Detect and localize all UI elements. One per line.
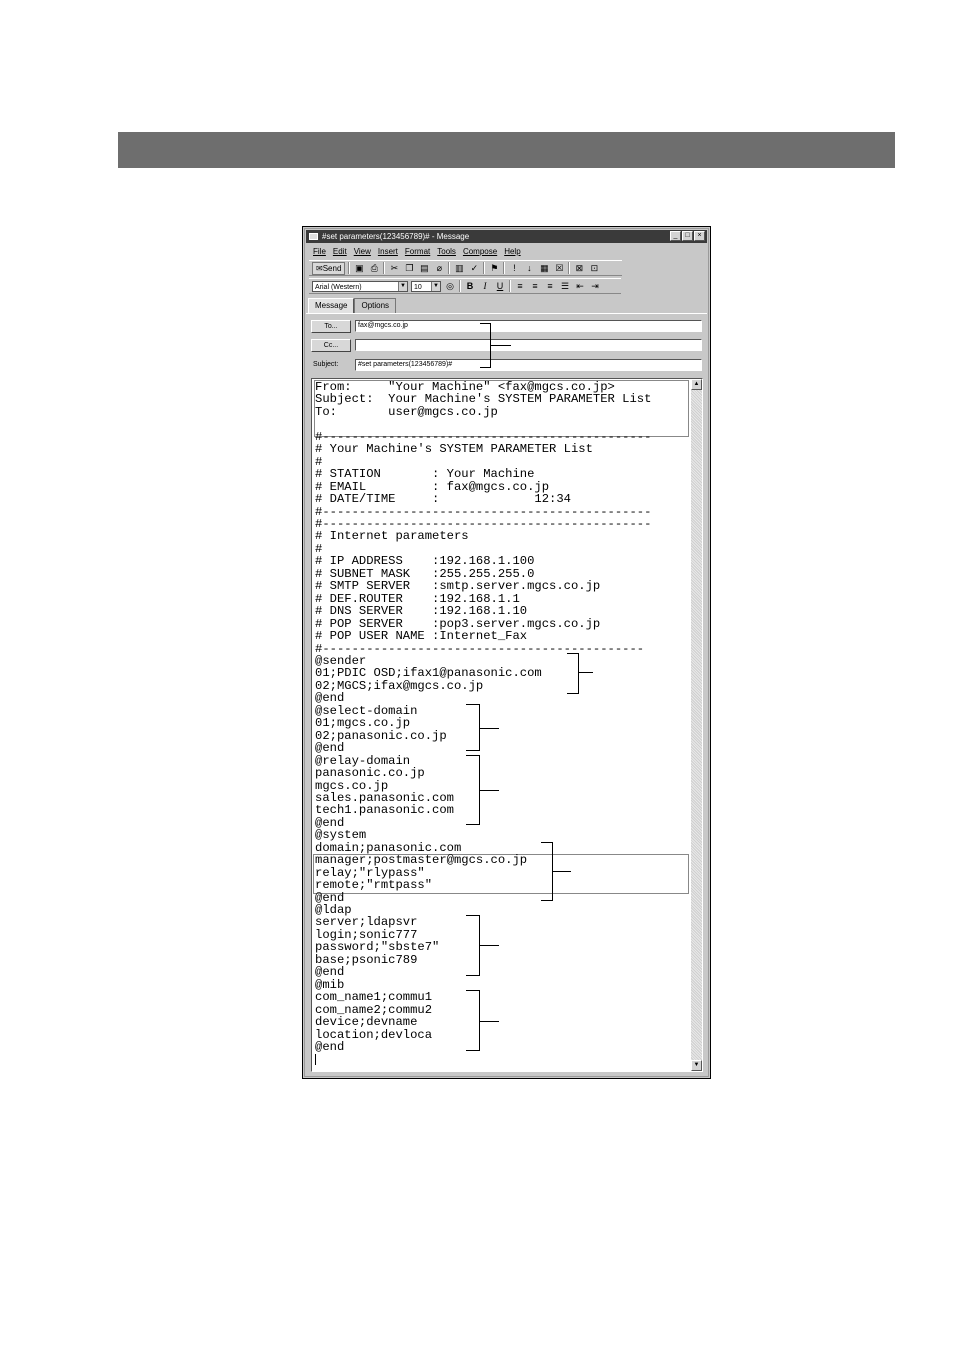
header-fields-bracket (480, 323, 491, 368)
flag-icon[interactable]: ⚑ (490, 262, 499, 273)
message-window (302, 226, 711, 1079)
address-book-icon[interactable]: ▥ (455, 262, 464, 273)
system-bracket (541, 842, 553, 901)
menu-tools[interactable]: Tools (437, 247, 456, 256)
to-field[interactable]: fax@mgcs.co.jp (355, 320, 702, 332)
tab-options[interactable]: Options (354, 298, 396, 313)
envelope-icon (309, 233, 318, 240)
message-body-text: From: "Your Machine" <fax@mgcs.co.jp> Subject: Your Machine's SYSTEM PARAMETER List To: user@mgcs.co.jp #--------------------------------------------- # Your Machine's SYSTEM PARAMETER List # # STATION : Your Machine # EMAIL : fax@mgcs.co.jp # DATE/TIME : 12:34 #--------------------------------------------- #--------------------------------------------- # Internet parameters # # IP ADDRESS :192.168.1.100 # SUBNET MASK :255.255.255.0 # SMTP SERVER :smtp.server.mgcs.co.jp # DEF.ROUTER :192.168.1.1 # DNS SERVER :192.168.1.10 # POP SERVER :pop3.server.mgcs.co.jp # POP USER NAME :Internet_Fax #-------------------------------------------- @sender 01;PDIC OSD;ifax1@panasonic.com 02;MGCS;ifax@mgcs.co.jp @end @select-domain 01;mgcs.co.jp 02;panasonic.co.jp @end @relay-domain panasonic.co.jp mgcs.co.jp sales.panasonic.com tech1.panasonic.com @end @system domain;panasonic.com manager;postmaster@mgcs.co.jp relay;"rlypass" remote;"rmtpass" @end @ldap server;ldapsvr login;sonic777 password;"sbste7" base;psonic789 @end @mib com_name1;commu1 com_name2;commu2 device;devname location;devloca @end (315, 380, 652, 1055)
select-domain-bracket (466, 704, 480, 751)
toolbar-separator (448, 262, 450, 274)
menu-bar (313, 245, 521, 258)
digital-sign-icon[interactable]: ⊡ (590, 262, 599, 273)
send-label: Send (322, 263, 342, 273)
print-icon[interactable]: ⎙ (370, 262, 378, 273)
copy-icon[interactable]: ❐ (405, 262, 414, 273)
paste-icon[interactable]: ▤ (420, 262, 429, 273)
vertical-scrollbar[interactable] (691, 379, 702, 1071)
align-left-icon[interactable]: ≡ (517, 281, 523, 291)
attach-icon[interactable]: ⌀ (436, 262, 443, 273)
bracket-leader (553, 871, 571, 872)
tab-message[interactable]: Message (308, 298, 354, 313)
send-button[interactable] (312, 262, 345, 275)
bracket-leader (579, 672, 593, 673)
sender-bracket (567, 653, 579, 694)
subject-field[interactable]: #set parameters(123456789)# (355, 359, 702, 371)
align-right-icon[interactable]: ≡ (547, 281, 553, 291)
font-size-select[interactable] (411, 281, 441, 292)
cc-button[interactable]: Cc... (311, 339, 351, 352)
chevron-down-icon: ▼ (398, 282, 407, 291)
font-color-icon[interactable]: ◎ (446, 280, 454, 291)
minimize-button[interactable]: _ (670, 231, 681, 241)
send-icon: ✉ (316, 263, 323, 273)
font-select[interactable] (312, 281, 408, 292)
close-button[interactable]: × (694, 231, 705, 241)
save-icon[interactable]: ▣ (355, 262, 364, 273)
toolbar-separator (568, 262, 570, 274)
toolbar-separator (483, 262, 485, 274)
scroll-up-icon[interactable]: ▲ (691, 379, 702, 390)
font-size-value: 10 (414, 283, 422, 291)
bracket-leader (480, 945, 499, 946)
decrease-indent-icon[interactable]: ⇤ (576, 280, 584, 291)
message-tabs (308, 298, 396, 313)
increase-indent-icon[interactable]: ⇥ (591, 280, 599, 291)
menu-compose[interactable]: Compose (462, 247, 498, 256)
mib-bracket (466, 990, 480, 1051)
cc-field[interactable] (355, 339, 702, 351)
menu-file[interactable]: File (313, 247, 326, 256)
chevron-down-icon: ▼ (431, 282, 440, 291)
encrypt-icon[interactable]: ⊠ (575, 262, 584, 273)
toolbar-separator (503, 262, 505, 274)
menu-view[interactable]: View (353, 247, 371, 256)
align-center-icon[interactable]: ≡ (532, 281, 538, 291)
menu-insert[interactable]: Insert (377, 247, 398, 256)
spellcheck-icon[interactable]: ✓ (470, 262, 479, 273)
standard-toolbar (309, 260, 622, 276)
sign-icon[interactable]: ☒ (555, 262, 564, 273)
priority-high-icon[interactable]: ! (513, 263, 516, 273)
subject-label: Subject: (313, 361, 339, 368)
title-bar[interactable] (306, 230, 707, 243)
menu-format[interactable]: Format (404, 247, 431, 256)
window-controls (670, 231, 705, 241)
signature-icon[interactable]: ▦ (540, 262, 549, 273)
bullets-icon[interactable]: ☰ (560, 280, 570, 291)
relay-domain-bracket (466, 755, 480, 825)
window-title: #set parameters(123456789)# - Message (322, 232, 470, 241)
message-body[interactable] (311, 378, 703, 1072)
bold-button[interactable]: B (466, 281, 474, 291)
to-button[interactable]: To... (311, 320, 351, 333)
toolbar-separator (383, 262, 385, 274)
ldap-bracket (466, 915, 480, 976)
bracket-leader (491, 345, 511, 346)
priority-low-icon[interactable]: ↓ (527, 263, 532, 273)
menu-help[interactable]: Help (504, 247, 521, 256)
underline-button[interactable]: U (496, 281, 504, 291)
toolbar-separator (509, 280, 511, 292)
bracket-leader (480, 1021, 499, 1022)
italic-button[interactable]: I (483, 281, 487, 291)
maximize-button[interactable]: □ (682, 231, 693, 241)
tab-panel-divider (306, 313, 707, 314)
cut-icon[interactable]: ✂ (390, 262, 399, 273)
bracket-leader (480, 790, 499, 791)
format-toolbar (309, 278, 621, 294)
section-header-bar (118, 132, 895, 168)
menu-edit[interactable]: Edit (332, 247, 347, 256)
toolbar-separator (348, 262, 350, 274)
bracket-leader (480, 728, 499, 729)
font-select-value: Arial (Western) (315, 283, 362, 291)
toolbar-separator (459, 280, 461, 292)
scroll-down-icon[interactable]: ▼ (691, 1060, 702, 1071)
text-cursor (315, 1054, 316, 1065)
